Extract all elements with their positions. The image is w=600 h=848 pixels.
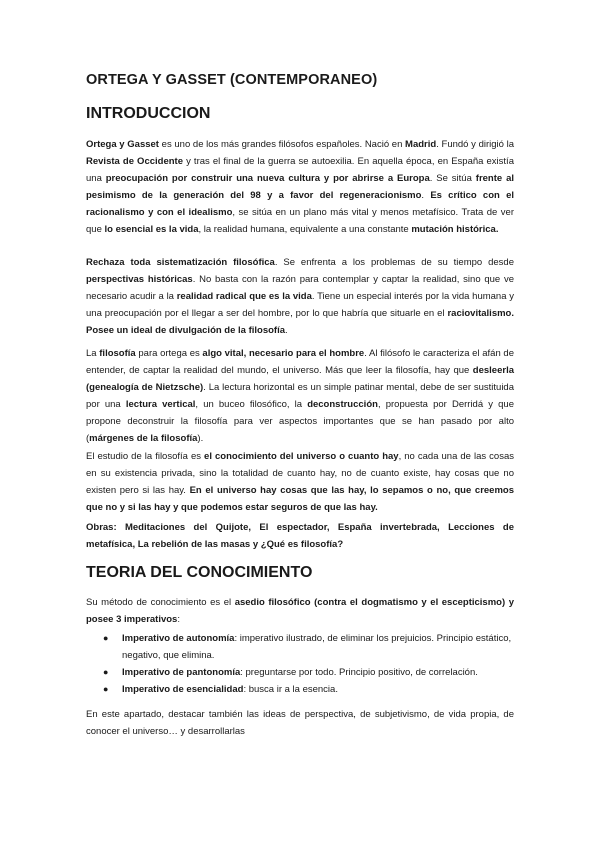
text-run: : busca ir a la esencia. <box>243 684 338 695</box>
teoria-paragraph-1 <box>86 594 514 628</box>
list-item-text <box>122 684 338 695</box>
heading-teoria-del-conocimiento: TEORIA DEL CONOCIMIENTO <box>86 564 313 581</box>
bold-run: Rechaza toda sistematización filosófica <box>86 257 275 268</box>
text-run: En este apartado, destacar también las ideas de perspectiva, de subjetivismo, de vida propia, de conocer el universo… y desarrollarlas <box>86 709 514 737</box>
bold-run: Es crítico con el racionalismo y con el idealismo <box>86 190 514 218</box>
list-item <box>86 630 514 664</box>
intro-paragraph-4 <box>86 448 514 516</box>
text-run: ). <box>197 433 204 444</box>
bullet-icon: ● <box>103 684 109 694</box>
text-run: . Se sitúa <box>429 173 476 184</box>
text-run: , no cada una de las cosas en su existencia privada, sino la totalidad de cuanto hay, no de cuanto existe, hay cosas que no existen pero si las hay. <box>86 451 515 496</box>
text-run: El estudio de la filosofía es <box>86 451 205 462</box>
bold-run: Obras: Meditaciones del Quijote, El espectador, España invertebrada, Lecciones de metafísica, La rebelión de las masas y ¿Qué es filosofía? <box>86 522 514 550</box>
bold-run: Ortega y Gasset <box>86 139 159 150</box>
bold-run: Imperativo de esencialidad <box>122 684 244 695</box>
bold-run: Madrid <box>405 139 437 150</box>
bold-run: En el universo hay cosas que las hay, lo sepamos o no, que creemos que no y si las hay y que podemos estar seguros de que las hay. <box>86 485 514 513</box>
bold-run: asedio filosófico (contra el dogmatismo y el escepticismo) y posee 3 imperativos <box>86 597 514 625</box>
document-title: ORTEGA Y GASSET (CONTEMPORANEO) <box>86 72 378 88</box>
text-run: y tras el final de la guerra se autoexilia. En aquella época, en España existía una <box>86 156 514 184</box>
text-run: , se sitúa en un plano más vital y menos metafísico. Trata de ver que <box>86 207 514 235</box>
bold-run: filosofía <box>99 348 136 359</box>
bullet-icon: ● <box>103 667 109 677</box>
text-run: . <box>421 190 431 201</box>
works-paragraph <box>86 519 514 553</box>
bold-run: márgenes de la filosofía <box>89 433 198 444</box>
bold-run: deconstrucción <box>307 399 378 410</box>
bold-run: lo esencial es la vida <box>104 224 199 235</box>
text-run: , la realidad humana, equivalente a una constante <box>198 224 412 235</box>
text-run: para ortega es <box>135 348 203 359</box>
text-run: . La lectura horizontal es un simple patinar mental, debe de ser sustituida por una <box>86 382 515 410</box>
text-run: : imperativo ilustrado, de eliminar los prejuicios. Principio estático, negativo, que elimina. <box>122 633 512 661</box>
text-run: Su método de conocimiento es el <box>86 597 235 608</box>
bold-run: el conocimiento del universo o cuanto hay <box>204 451 399 462</box>
text-run: : preguntarse por todo. Principio positivo, de correlación. <box>240 667 478 678</box>
intro-paragraph-1 <box>86 136 514 238</box>
bold-run: Imperativo de pantonomía <box>122 667 241 678</box>
bold-run: Imperativo de autonomía <box>122 633 235 644</box>
bold-run: raciovitalismo. Posee un ideal de divulgación de la filosofía <box>86 308 514 336</box>
bullet-icon: ● <box>103 633 109 643</box>
bold-run: Revista de Occidente <box>86 156 183 167</box>
text-run: es uno de los más grandes filósofos españoles. Nació en <box>158 139 406 150</box>
bold-run: realidad radical que es la vida <box>176 291 312 302</box>
text-run: . <box>285 325 288 336</box>
text-run: La <box>86 348 100 359</box>
list-item <box>86 664 514 681</box>
text-run: , un buceo filosófico, la <box>195 399 308 410</box>
text-run: . Tiene un especial interés por la vida humana y una preocupación por el llegar a ser del hombre, por lo que habría que situarle en el <box>86 291 514 319</box>
list-item <box>86 681 514 698</box>
intro-paragraph-3 <box>86 345 514 447</box>
bold-run: frente al pesimismo de la generación del 98 y a favor del regeneracionismo <box>86 173 514 201</box>
bold-run: desleerla (genealogía de Nietzsche) <box>86 365 514 393</box>
text-run: . Fundó y dirigió la <box>436 139 514 150</box>
bold-run: algo vital, necesario para el hombre <box>202 348 365 359</box>
bold-run: perspectivas históricas <box>86 274 193 285</box>
text-run: . Se enfrenta a los problemas de su tiempo desde <box>274 257 514 268</box>
list-item-text <box>122 633 511 661</box>
text-run: . No basta con la razón para contemplar y captar la realidad, sino que ve necesario acudir a la <box>86 274 514 302</box>
intro-paragraph-2 <box>86 254 514 339</box>
teoria-paragraph-2 <box>86 706 514 740</box>
text-run: . Al filósofo le caracteriza el afán de entender, de captar la realidad del mundo, el universo. Más que leer la filosofía, hay que <box>86 348 514 376</box>
imperativos-list <box>86 630 514 698</box>
bold-run: lectura vertical <box>125 399 196 410</box>
text-run: : <box>177 614 180 625</box>
bold-run: preocupación por construir una nueva cultura y por abrirse a Europa <box>105 173 430 184</box>
heading-introduccion: INTRODUCCION <box>86 105 211 122</box>
list-item-text <box>122 667 478 678</box>
bold-run: mutación histórica. <box>411 224 499 235</box>
text-run: , propuesta por Derridá y que propone deconstruir la filosofía para ver aspectos importantes que se han pasado por alto ( <box>86 399 514 444</box>
